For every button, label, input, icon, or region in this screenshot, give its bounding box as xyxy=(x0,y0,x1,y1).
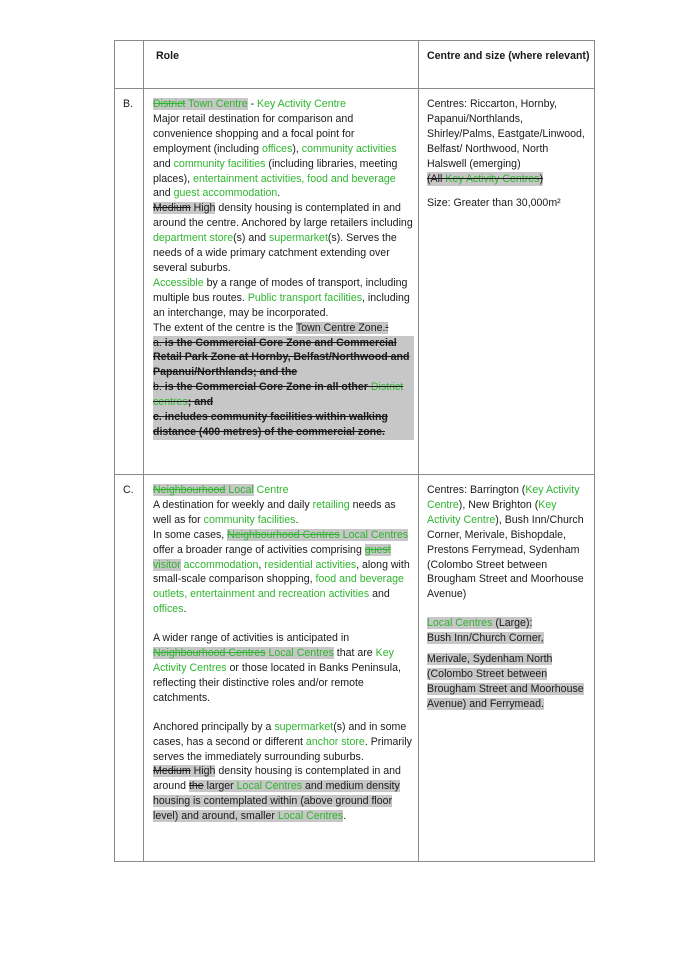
row-c-broader-range: In some cases, Neighbourhood Centres Local Centres offer a broader range of activities comprising guest visitor accommodation, residential activities, along with small-scale comparison shopping, food and beverage outlets, entertainment and recreation activities and offices. xyxy=(153,528,410,616)
row-b-centres-list: Centres: Riccarton, Hornby, Papanui/Northlands, Shirley/Palms, Eastgate/Linwood, Belfast/ Northwood, North Halswell (emerging) xyxy=(427,98,585,170)
header-centre-cell xyxy=(419,41,595,89)
row-b-item-c: c. includes community facilities within walking distance (400 metres) of the commercial zone. xyxy=(153,410,414,440)
row-c-housing: Medium High density housing is contemplated in and around the larger Local Centres and medium density housing is contemplated within (above ground floor level) and around, smaller Local Centres. xyxy=(153,765,401,823)
row-b-all-kac: (All Key Activity Centres) xyxy=(427,172,543,185)
table-row-b xyxy=(115,89,595,475)
row-c-role-cell xyxy=(144,475,419,862)
row-b-role-cell xyxy=(144,89,419,475)
header-role-cell xyxy=(144,41,419,89)
row-b-transport: Accessible by a range of modes of transport, including multiple bus routes. Public transport facilities, including an interchange, may be incorporated. xyxy=(153,276,410,319)
centre-heading: Centre and size (where relevant) xyxy=(427,50,590,62)
row-b-title: District Town Centre - Key Activity Centre xyxy=(153,98,346,110)
role-heading: Role xyxy=(156,50,179,62)
row-b-size: Size: Greater than 30,000m² xyxy=(427,197,561,210)
row-b-centre-cell xyxy=(419,89,595,475)
row-c-number-cell xyxy=(115,475,144,862)
header-blank-cell xyxy=(115,41,144,89)
row-b-item-b: b. is the Commercial Core Zone in all other District centres; and xyxy=(153,380,414,410)
row-c-large-heading: Local Centres (Large): xyxy=(427,617,533,630)
header-row xyxy=(115,41,595,89)
row-label: B. xyxy=(123,98,134,110)
row-label: C. xyxy=(123,484,134,496)
row-b-housing: Medium High density housing is contemplated in and around the centre. Anchored by large retailers including department store(s) and supermarket(s). Serves the needs of a wide primary catchment extending over several suburbs. xyxy=(153,202,413,274)
centres-table xyxy=(114,40,595,862)
table-row-c xyxy=(115,475,595,862)
row-c-centre-cell xyxy=(419,475,595,862)
row-b-description: Major retail destination for comparison and convenience shopping and a focal point for employment (including offices), community activities and community facilities (including libraries, meeting places), entertainment activities, food and beverage and guest accommodation. xyxy=(153,112,398,200)
row-b-number-cell xyxy=(115,89,144,475)
row-c-large-list-1: Bush Inn/Church Corner, xyxy=(427,632,544,645)
row-c-wider-range: A wider range of activities is anticipated in Neighbourhood Centres Local Centres that are Key Activity Centres or those located in Banks Peninsula, reflecting their distinctive roles and/or remote catchments. xyxy=(153,632,401,704)
row-c-large-list-2: Merivale, Sydenham North (Colombo Street between Brougham Street and Moorhouse Avenue) and Ferrymead. xyxy=(427,653,584,710)
row-c-title: Neighbourhood Local Centre xyxy=(153,484,289,496)
row-c-destination: A destination for weekly and daily retailing needs as well as for community facilities. xyxy=(153,498,396,526)
row-b-item-a: a. is the Commercial Core Zone and Commercial Retail Park Zone at Hornby, Belfast/Northwood and Papanui/Northlands; and the xyxy=(153,336,414,381)
row-b-extent: The extent of the centre is the Town Centre Zone.: xyxy=(153,321,389,334)
row-c-centres-list: Centres: Barrington (Key Activity Centre), New Brighton (Key Activity Centre), Bush Inn/Church Corner, Merivale, Bishopdale, Prestons Ferrymead, Sydenham (Colombo Street between Brougham Street and Moorhouse Avenue) xyxy=(427,484,584,601)
row-c-anchored: Anchored principally by a supermarket(s) and in some cases, has a second or different anchor store. Primarily serves the immediately surrounding suburbs. xyxy=(153,720,412,763)
